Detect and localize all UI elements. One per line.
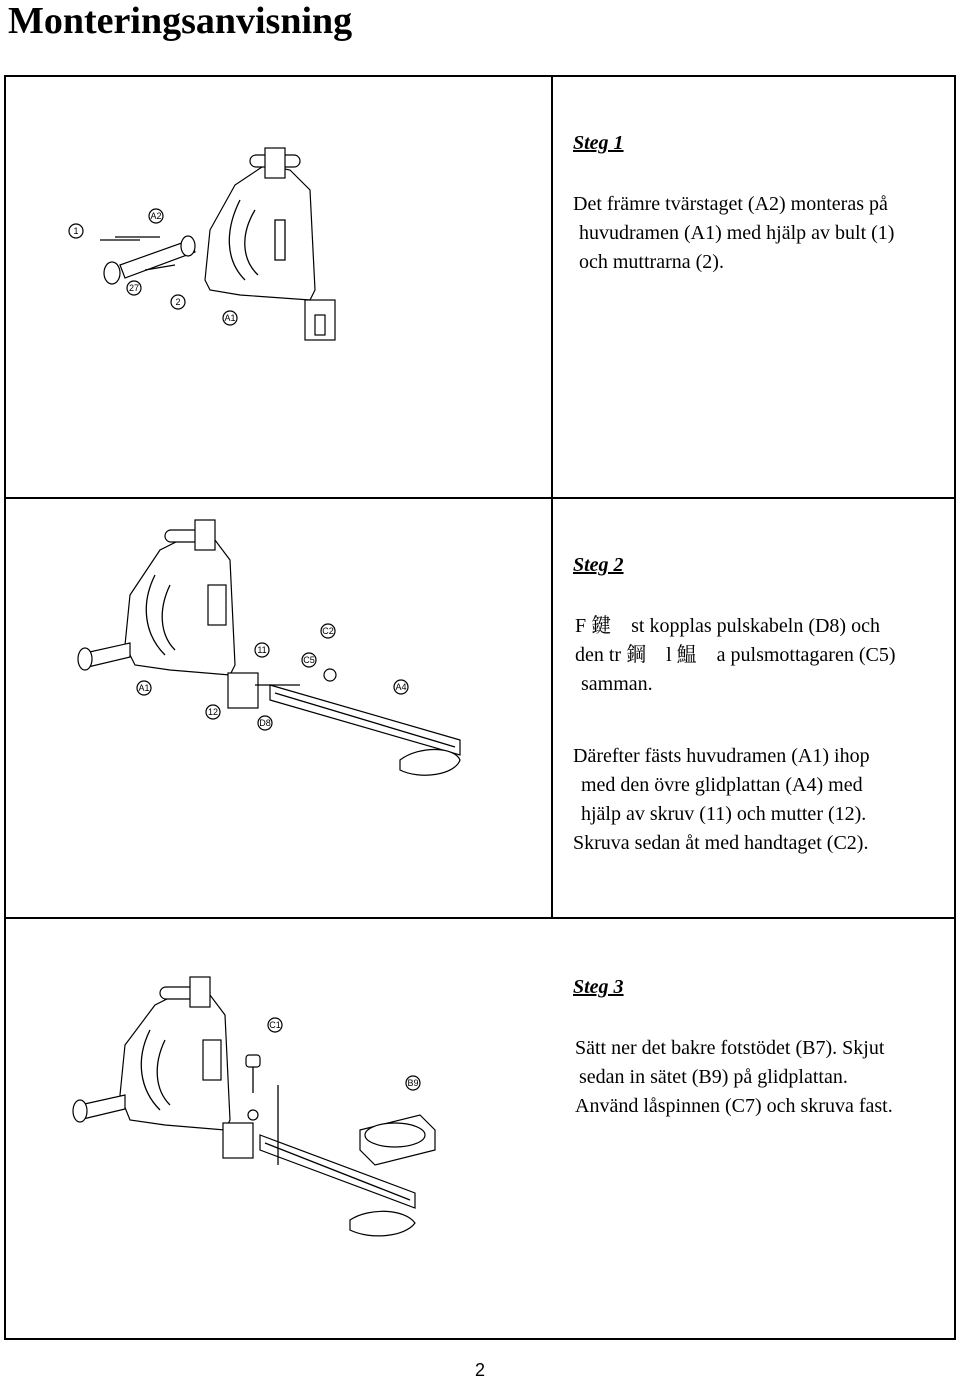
- part-label: 12: [207, 707, 219, 717]
- page-number: 2: [474, 1360, 485, 1380]
- part-label: A1: [138, 683, 150, 693]
- part-label: 11: [257, 645, 267, 655]
- step-2-illustration: [60, 515, 480, 795]
- step-3-title: Steg 3: [573, 976, 624, 998]
- step-2-instructions-b: [573, 742, 937, 858]
- part-label: B9: [407, 1078, 419, 1088]
- text-line: sedan in sätet (B9) på glidplattan.: [579, 1066, 848, 1088]
- text-line: Sätt ner det bakre fotstödet (B7). Skjut: [575, 1037, 885, 1059]
- part-label: 1: [73, 226, 79, 236]
- page-title: Monteringsanvisning: [8, 0, 353, 42]
- part-label: A2: [150, 211, 162, 221]
- row-divider: [6, 917, 954, 919]
- part-label: C5: [303, 655, 315, 665]
- part-label: A4: [395, 682, 407, 692]
- step-1-illustration: [60, 140, 360, 390]
- text-line: hjälp av skruv (11) och mutter (12).: [581, 803, 867, 825]
- text-line: och muttrarna (2).: [579, 251, 724, 273]
- row-divider: [6, 497, 954, 499]
- part-label: D8: [259, 718, 271, 728]
- part-label: C2: [322, 626, 334, 636]
- text-line: Skruva sedan åt med handtaget (C2).: [573, 832, 869, 854]
- text-line: huvudramen (A1) med hjälp av bult (1): [579, 222, 895, 244]
- step-3-illustration: [60, 975, 480, 1275]
- part-label: C1: [269, 1020, 281, 1030]
- step-2-instructions-a: [575, 612, 896, 699]
- step-1-instructions: [573, 190, 894, 277]
- step-2-title: Steg 2: [573, 554, 624, 576]
- step-3-instructions: [575, 1034, 937, 1121]
- text-line: Använd låspinnen (C7) och skruva fast.: [575, 1095, 893, 1117]
- text-line: Därefter fästs huvudramen (A1) ihop: [573, 745, 870, 767]
- text-line: den tr 鋼 l 鰛 a pulsmottagaren (C5): [575, 644, 896, 666]
- part-label: 2: [175, 297, 181, 307]
- text-line: F 鍵 st kopplas pulskabeln (D8) och: [575, 615, 880, 637]
- part-label: A1: [224, 313, 236, 323]
- text-line: samman.: [581, 673, 653, 695]
- text-line: med den övre glidplattan (A4) med: [581, 774, 863, 796]
- step-1-title: Steg 1: [573, 132, 624, 154]
- part-label: 27: [128, 283, 140, 293]
- text-line: Det främre tvärstaget (A2) monteras på: [573, 193, 888, 215]
